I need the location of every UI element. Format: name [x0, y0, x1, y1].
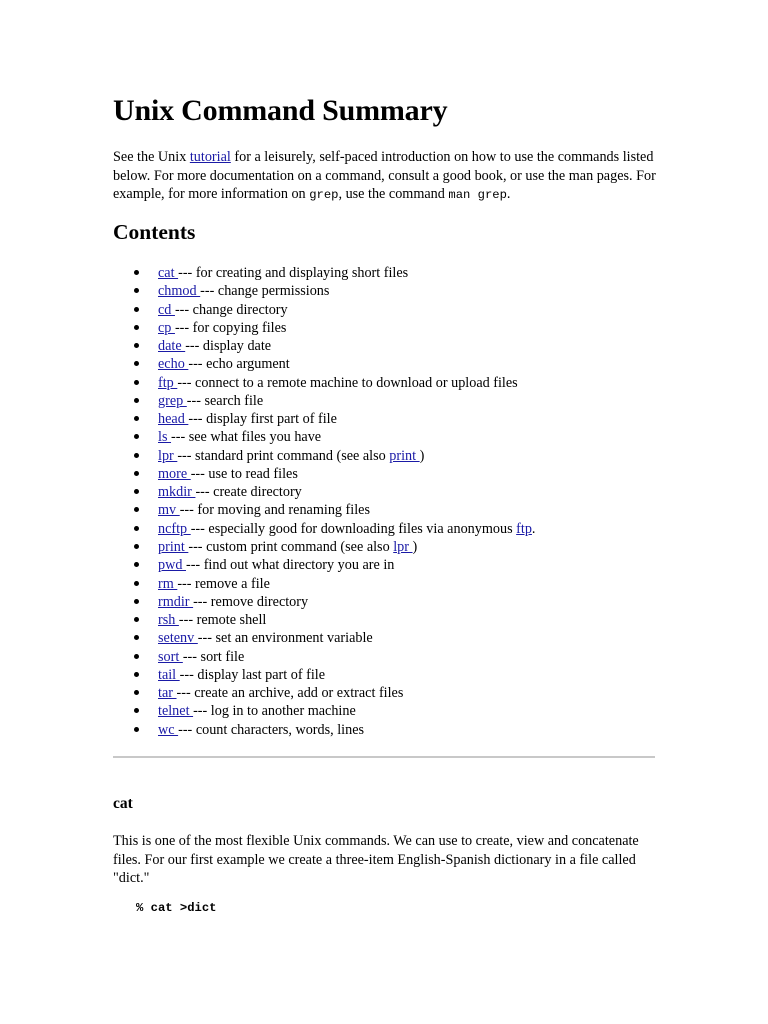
- bullet-icon: [134, 654, 139, 659]
- page-title: Unix Command Summary: [113, 94, 448, 127]
- command-description: --- create an archive, add or extract files: [176, 685, 404, 702]
- command-description: --- display first part of file: [188, 411, 337, 428]
- bullet-icon: [134, 562, 139, 567]
- command-link[interactable]: mkdir: [158, 484, 196, 501]
- contents-item: [113, 282, 535, 300]
- command-link[interactable]: pwd: [158, 557, 186, 574]
- command-description: --- for creating and displaying short files: [178, 265, 409, 281]
- contents-item: [113, 648, 535, 666]
- bullet-icon: [134, 599, 139, 604]
- contents-item: [113, 428, 535, 446]
- command-link[interactable]: telnet: [158, 703, 194, 720]
- command-description: --- custom print command (see also: [188, 538, 394, 555]
- contents-item: [113, 611, 535, 629]
- command-link[interactable]: grep: [158, 392, 187, 409]
- contents-item: [113, 447, 535, 465]
- contents-item: [113, 721, 535, 739]
- contents-item: [113, 556, 535, 574]
- contents-item: [113, 301, 535, 319]
- contents-item: [113, 538, 535, 556]
- intro-text-start: See the Unix: [113, 149, 190, 165]
- command-description: --- connect to a remote machine to download or upload files: [177, 374, 518, 391]
- command-description: --- find out what directory you are in: [185, 557, 395, 574]
- command-description: --- remove directory: [193, 593, 309, 610]
- see-also-link[interactable]: lpr: [393, 538, 413, 555]
- contents-item: [113, 465, 535, 483]
- tutorial-link[interactable]: tutorial: [189, 149, 231, 165]
- intro-code-man-grep: man grep: [448, 188, 507, 202]
- bullet-icon: [134, 635, 139, 640]
- see-also-link[interactable]: print: [389, 447, 420, 464]
- bullet-icon: [134, 307, 139, 312]
- contents-item: [113, 593, 535, 611]
- contents-heading: Contents: [113, 220, 196, 244]
- contents-item: [113, 264, 535, 282]
- bullet-icon: [134, 288, 139, 293]
- command-link[interactable]: lpr: [158, 447, 178, 464]
- command-description: --- change directory: [174, 301, 288, 318]
- command-link[interactable]: tail: [158, 666, 180, 683]
- contents-item: [113, 319, 535, 337]
- command-description: --- remove a file: [177, 575, 270, 592]
- contents-item: [113, 392, 535, 410]
- cat-section-heading: cat: [113, 795, 133, 812]
- command-description: --- create directory: [195, 484, 302, 501]
- bullet-icon: [134, 361, 139, 366]
- intro-text-end: .: [506, 186, 511, 202]
- bullet-icon: [134, 398, 139, 403]
- contents-item: [113, 483, 535, 501]
- command-link[interactable]: chmod: [158, 283, 201, 300]
- bullet-icon: [134, 453, 139, 458]
- cat-description: This is one of the most flexible Unix commands. We can use to create, view and concatenate files. For our first example we create a three-item English-Spanish dictionary in a file called "dict.": [113, 833, 639, 886]
- command-description: --- display last part of file: [179, 666, 326, 683]
- command-link[interactable]: sort: [158, 648, 183, 665]
- contents-item: [113, 501, 535, 519]
- command-description: --- log in to another machine: [193, 703, 356, 720]
- command-link[interactable]: cp: [158, 319, 175, 336]
- command-description-end: ): [412, 538, 418, 555]
- command-description: --- sort file: [182, 648, 245, 665]
- contents-item: [113, 629, 535, 647]
- command-link[interactable]: rsh: [158, 612, 179, 629]
- bullet-icon: [134, 526, 139, 531]
- bullet-icon: [134, 672, 139, 677]
- bullet-icon: [134, 507, 139, 512]
- cat-example-command: % cat >dict: [136, 901, 217, 915]
- command-description: --- see what files you have: [171, 429, 322, 446]
- contents-item: [113, 355, 535, 373]
- intro-code-grep: grep: [309, 188, 339, 202]
- see-also-link[interactable]: ftp: [516, 520, 532, 537]
- command-description: --- set an environment variable: [197, 630, 373, 647]
- command-link[interactable]: print: [158, 538, 189, 555]
- command-link[interactable]: date: [158, 338, 186, 355]
- command-description: --- display date: [185, 338, 272, 355]
- contents-item: [113, 702, 535, 720]
- bullet-icon: [134, 380, 139, 385]
- contents-list: [113, 264, 535, 739]
- command-description: --- change permissions: [200, 283, 330, 300]
- command-link[interactable]: cat: [158, 265, 179, 281]
- command-description: --- for copying files: [174, 319, 287, 336]
- command-description-end: .: [531, 520, 536, 537]
- intro-paragraph: [113, 148, 658, 205]
- bullet-icon: [134, 581, 139, 586]
- section-divider: [113, 756, 655, 758]
- command-description: --- echo argument: [188, 356, 290, 373]
- contents-item: [113, 337, 535, 355]
- command-link[interactable]: cd: [158, 301, 175, 318]
- command-description: --- remote shell: [178, 612, 267, 629]
- command-description: --- for moving and renaming files: [179, 502, 370, 519]
- command-link[interactable]: setenv: [158, 630, 198, 647]
- bullet-icon: [134, 489, 139, 494]
- bullet-icon: [134, 416, 139, 421]
- command-link[interactable]: ncftp: [158, 520, 191, 537]
- command-link[interactable]: more: [158, 465, 191, 482]
- bullet-icon: [134, 434, 139, 439]
- command-link[interactable]: rmdir: [158, 593, 194, 610]
- bullet-icon: [134, 690, 139, 695]
- bullet-icon: [134, 471, 139, 476]
- command-link[interactable]: head: [158, 411, 189, 428]
- contents-item: [113, 575, 535, 593]
- command-description-end: ): [419, 447, 425, 464]
- command-link[interactable]: mv: [158, 502, 180, 519]
- contents-item: [113, 374, 535, 392]
- command-link[interactable]: ls: [158, 429, 172, 446]
- command-link[interactable]: echo: [158, 356, 189, 373]
- contents-item: [113, 684, 535, 702]
- bullet-icon: [134, 544, 139, 549]
- command-link[interactable]: tar: [158, 685, 177, 702]
- command-description: --- search file: [186, 392, 264, 409]
- contents-item: [113, 410, 535, 428]
- command-description: --- use to read files: [190, 465, 298, 482]
- command-description: --- standard print command (see also: [177, 447, 390, 464]
- intro-text-middle: for a leisurely, self-paced introduction on how to use the commands listed below. For more documentation on a command, consult a good book, or use the man pages. For example, for more information on: [113, 149, 656, 202]
- bullet-icon: [134, 617, 139, 622]
- bullet-icon: [134, 270, 139, 275]
- command-description: --- count characters, words, lines: [178, 721, 365, 738]
- bullet-icon: [134, 325, 139, 330]
- bullet-icon: [134, 343, 139, 348]
- bullet-icon: [134, 727, 139, 732]
- contents-item: [113, 666, 535, 684]
- command-link[interactable]: wc: [158, 721, 179, 738]
- command-description: --- especially good for downloading files via anonymous: [190, 520, 517, 537]
- contents-item: [113, 520, 535, 538]
- command-link[interactable]: ftp: [158, 374, 178, 391]
- command-link[interactable]: rm: [158, 575, 178, 592]
- intro-text-after-code: , use the command: [338, 186, 449, 202]
- bullet-icon: [134, 708, 139, 713]
